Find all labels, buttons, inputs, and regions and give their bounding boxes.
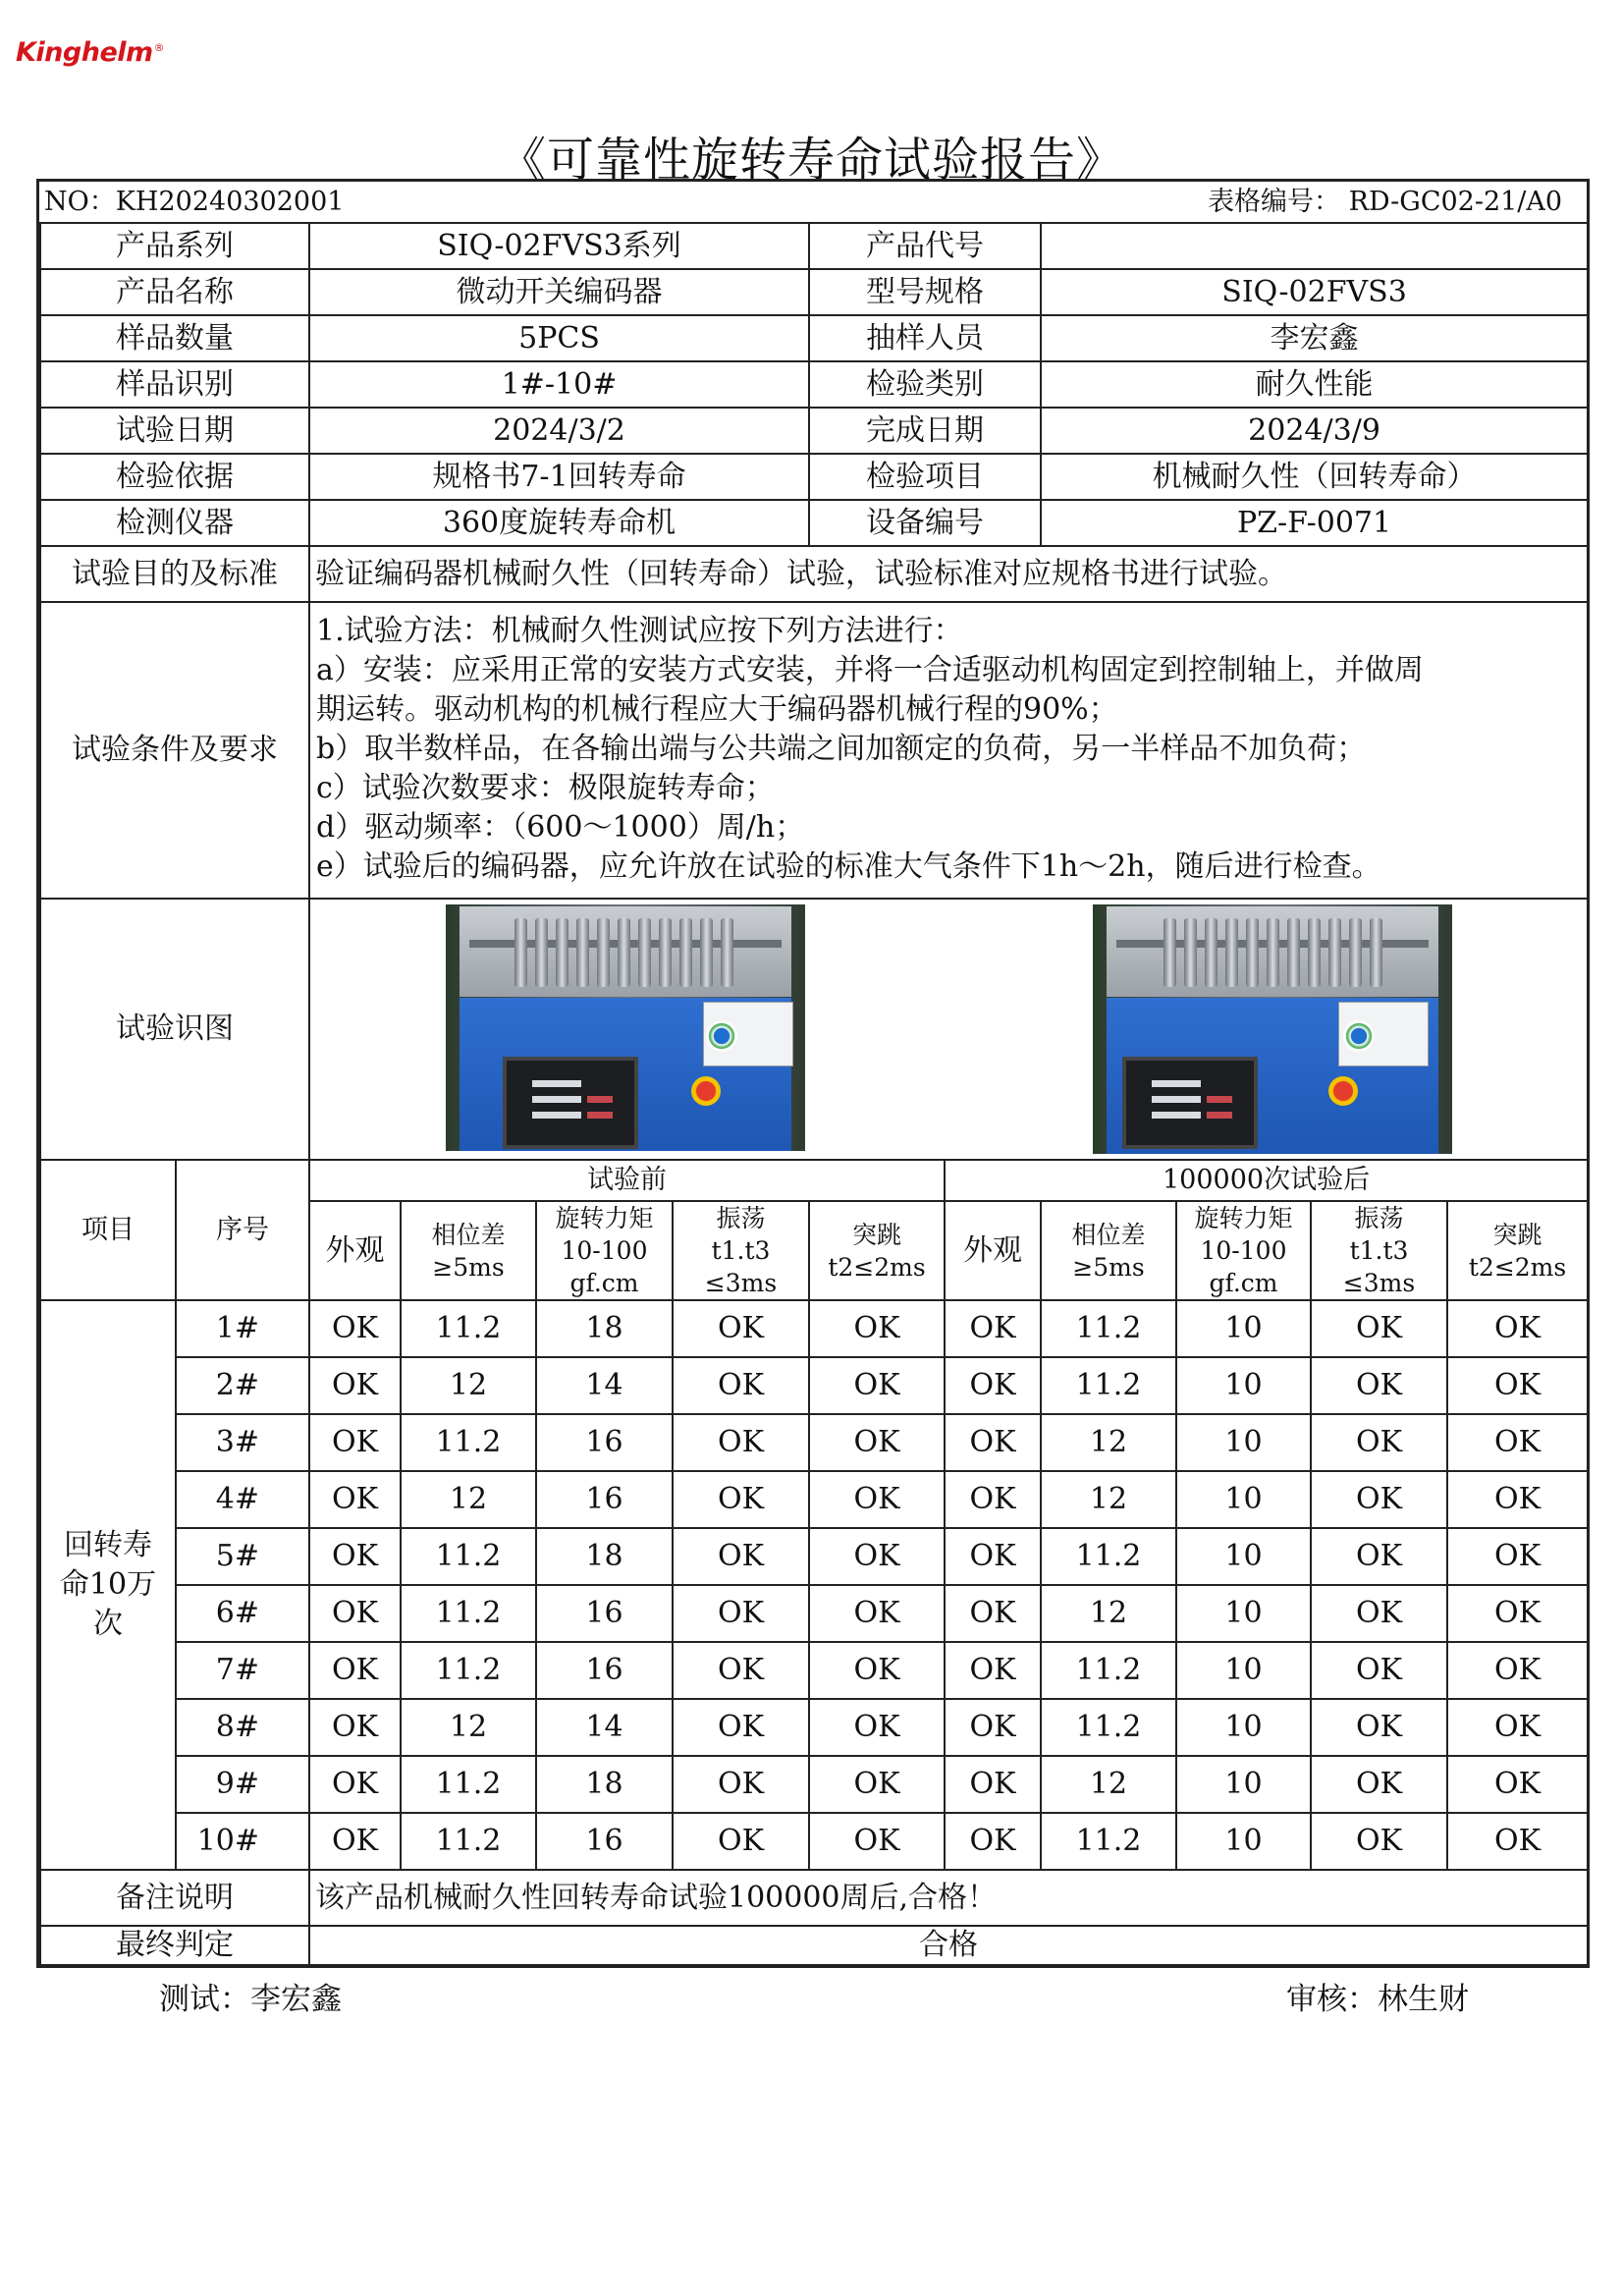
after-torque-cell: 10: [1176, 1642, 1311, 1699]
table-row: [40, 1756, 1588, 1813]
after-appearance-cell: OK: [945, 1813, 1041, 1870]
before-appearance-cell: OK: [309, 1585, 401, 1642]
col-header-seq: 序号: [176, 1160, 309, 1300]
after-torque-cell: 10: [1176, 1756, 1311, 1813]
after-oscillation-cell: OK: [1311, 1585, 1447, 1642]
verdict-text: 合格: [309, 1926, 1588, 1965]
purpose-row: [40, 546, 1588, 602]
after-appearance-cell: OK: [945, 1471, 1041, 1528]
purpose-label: 试验目的及标准: [40, 546, 309, 602]
after-oscillation-cell: OK: [1311, 1300, 1447, 1357]
before-phase-cell: 11.2: [401, 1300, 536, 1357]
after-phase-cell: 12: [1041, 1471, 1176, 1528]
images-label: 试验识图: [40, 899, 309, 1160]
info-label: 样品识别: [40, 361, 309, 408]
before-torque-cell: 14: [536, 1699, 673, 1756]
after-jump-cell: OK: [1447, 1357, 1588, 1414]
verdict-row: [40, 1926, 1588, 1965]
after-appearance-cell: OK: [945, 1414, 1041, 1471]
doc-number-row: [40, 182, 1588, 223]
info-row: [40, 315, 1588, 361]
table-row: [40, 1585, 1588, 1642]
after-appearance-cell: OK: [945, 1528, 1041, 1585]
after-torque-cell: 10: [1176, 1357, 1311, 1414]
test-label: 回转寿命10万次: [40, 1300, 176, 1870]
condition-line: c）试验次数要求：极限旋转寿命；: [316, 771, 775, 805]
row-seq: 4#: [176, 1471, 309, 1528]
after-phase-cell: 11.2: [1041, 1528, 1176, 1585]
info-value: 机械耐久性（回转寿命）: [1041, 454, 1588, 500]
before-phase-cell: 11.2: [401, 1813, 536, 1870]
info-label: 试验日期: [40, 408, 309, 454]
info-label: 型号规格: [809, 269, 1041, 315]
table-row: [40, 1300, 1588, 1357]
table-row: [40, 1528, 1588, 1585]
table-row: [40, 1471, 1588, 1528]
before-phase-cell: 11.2: [401, 1414, 536, 1471]
info-label: 样品数量: [40, 315, 309, 361]
after-torque-cell: 10: [1176, 1699, 1311, 1756]
test-machine-photo-before: [446, 904, 805, 1151]
before-torque-cell: 18: [536, 1528, 673, 1585]
before-oscillation-cell: OK: [673, 1813, 809, 1870]
before-jump-cell: OK: [809, 1756, 945, 1813]
before-appearance-cell: OK: [309, 1300, 401, 1357]
before-appearance-cell: OK: [309, 1414, 401, 1471]
conditions-text: [309, 602, 1588, 899]
after-jump-cell: OK: [1447, 1300, 1588, 1357]
form-number: 表格编号： RD-GC02-21/A0: [1208, 186, 1563, 217]
before-oscillation-cell: OK: [673, 1357, 809, 1414]
info-row: [40, 361, 1588, 408]
info-row: [40, 269, 1588, 315]
after-torque-cell: 10: [1176, 1414, 1311, 1471]
after-oscillation-cell: OK: [1311, 1756, 1447, 1813]
after-jump-cell: OK: [1447, 1699, 1588, 1756]
info-label: 产品系列: [40, 223, 309, 269]
after-appearance-cell: OK: [945, 1756, 1041, 1813]
table-header-group-row: [40, 1160, 1588, 1201]
after-torque-cell: 10: [1176, 1585, 1311, 1642]
info-value: SIQ-02FVS3系列: [309, 223, 809, 269]
before-torque-cell: 16: [536, 1813, 673, 1870]
after-jump-cell: OK: [1447, 1471, 1588, 1528]
test-machine-photo-after: [1093, 904, 1452, 1154]
after-phase-cell: 12: [1041, 1414, 1176, 1471]
info-label: 设备编号: [809, 500, 1041, 546]
after-oscillation-cell: OK: [1311, 1528, 1447, 1585]
before-jump-cell: OK: [809, 1699, 945, 1756]
report-title: 《可靠性旋转寿命试验报告》: [498, 133, 1124, 188]
before-torque-cell: 16: [536, 1471, 673, 1528]
before-oscillation-cell: OK: [673, 1756, 809, 1813]
before-phase-cell: 11.2: [401, 1642, 536, 1699]
info-value: 2024/3/2: [309, 408, 809, 454]
after-torque-cell: 10: [1176, 1300, 1311, 1357]
before-phase-cell: 11.2: [401, 1756, 536, 1813]
info-value: 2024/3/9: [1041, 408, 1588, 454]
info-value: [1041, 223, 1588, 269]
info-value: 5PCS: [309, 315, 809, 361]
condition-line: b）取半数样品，在各输出端与公共端之间加额定的负荷，另一半样品不加负荷；: [316, 732, 1367, 766]
info-label: 检验项目: [809, 454, 1041, 500]
info-label: 检验类别: [809, 361, 1041, 408]
after-jump-cell: OK: [1447, 1756, 1588, 1813]
before-oscillation-cell: OK: [673, 1414, 809, 1471]
condition-line: a）安装：应采用正常的安装方式安装，并将一合适驱动机构固定到控制轴上，并做周: [316, 653, 1424, 687]
report-table: [36, 179, 1590, 1968]
table-row: [40, 1642, 1588, 1699]
info-row: [40, 223, 1588, 269]
info-value: 360度旋转寿命机: [309, 500, 809, 546]
after-oscillation-cell: OK: [1311, 1642, 1447, 1699]
before-torque-cell: 16: [536, 1414, 673, 1471]
before-torque-cell: 16: [536, 1642, 673, 1699]
after-jump-cell: OK: [1447, 1528, 1588, 1585]
condition-line: e）试验后的编码器，应允许放在试验的标准大气条件下1h～2h，随后进行检查。: [316, 849, 1381, 884]
condition-line: 期运转。驱动机构的机械行程应大于编码器机械行程的90%；: [316, 692, 1118, 727]
row-seq: 6#: [176, 1585, 309, 1642]
before-phase-cell: 12: [401, 1699, 536, 1756]
before-appearance-cell: OK: [309, 1471, 401, 1528]
info-value: 规格书7-1回转寿命: [309, 454, 809, 500]
subheader-jump: 突跳 t2≤2ms: [1447, 1201, 1588, 1300]
remark-label: 备注说明: [40, 1870, 309, 1926]
row-seq: 5#: [176, 1528, 309, 1585]
before-oscillation-cell: OK: [673, 1699, 809, 1756]
subheader-phase: 相位差 ≥5ms: [401, 1201, 536, 1300]
after-jump-cell: OK: [1447, 1414, 1588, 1471]
before-torque-cell: 14: [536, 1357, 673, 1414]
subheader-torque: 旋转力矩 10-100 gf.cm: [536, 1201, 673, 1300]
before-oscillation-cell: OK: [673, 1300, 809, 1357]
before-oscillation-cell: OK: [673, 1528, 809, 1585]
after-torque-cell: 10: [1176, 1471, 1311, 1528]
before-appearance-cell: OK: [309, 1528, 401, 1585]
before-appearance-cell: OK: [309, 1813, 401, 1870]
subheader-oscillation: 振荡 t1.t3 ≤3ms: [1311, 1201, 1447, 1300]
before-jump-cell: OK: [809, 1813, 945, 1870]
info-value: 1#-10#: [309, 361, 809, 408]
after-phase-cell: 11.2: [1041, 1300, 1176, 1357]
remark-row: [40, 1870, 1588, 1926]
after-phase-cell: 11.2: [1041, 1642, 1176, 1699]
before-appearance-cell: OK: [309, 1357, 401, 1414]
info-label: 完成日期: [809, 408, 1041, 454]
info-label: 检测仪器: [40, 500, 309, 546]
before-appearance-cell: OK: [309, 1699, 401, 1756]
info-value: SIQ-02FVS3: [1041, 269, 1588, 315]
after-appearance-cell: OK: [945, 1300, 1041, 1357]
before-phase-cell: 11.2: [401, 1528, 536, 1585]
after-torque-cell: 10: [1176, 1528, 1311, 1585]
before-oscillation-cell: OK: [673, 1471, 809, 1528]
remark-text: 该产品机械耐久性回转寿命试验100000周后,合格！: [309, 1870, 1588, 1926]
kinghelm-logo: Kinghelm®: [16, 37, 165, 68]
subheader-oscillation: 振荡 t1.t3 ≤3ms: [673, 1201, 809, 1300]
after-jump-cell: OK: [1447, 1585, 1588, 1642]
row-seq: 8#: [176, 1699, 309, 1756]
doc-number: NO：KH20240302001: [44, 186, 345, 217]
table-row: [40, 1813, 1588, 1870]
after-torque-cell: 10: [1176, 1813, 1311, 1870]
after-appearance-cell: OK: [945, 1585, 1041, 1642]
col-header-item: 项目: [40, 1160, 176, 1300]
row-seq: 9#: [176, 1756, 309, 1813]
after-phase-cell: 11.2: [1041, 1357, 1176, 1414]
info-value: 李宏鑫: [1041, 315, 1588, 361]
before-oscillation-cell: OK: [673, 1585, 809, 1642]
after-appearance-cell: OK: [945, 1642, 1041, 1699]
before-torque-cell: 16: [536, 1585, 673, 1642]
after-phase-cell: 11.2: [1041, 1813, 1176, 1870]
after-appearance-cell: OK: [945, 1357, 1041, 1414]
info-label: 检验依据: [40, 454, 309, 500]
test-photos: [309, 899, 1588, 1160]
before-jump-cell: OK: [809, 1300, 945, 1357]
conditions-label: 试验条件及要求: [40, 602, 309, 899]
info-row: [40, 454, 1588, 500]
group-header-before: 试验前: [309, 1160, 945, 1201]
after-jump-cell: OK: [1447, 1642, 1588, 1699]
before-jump-cell: OK: [809, 1528, 945, 1585]
images-row: [40, 899, 1588, 1160]
row-seq: 1#: [176, 1300, 309, 1357]
after-oscillation-cell: OK: [1311, 1813, 1447, 1870]
after-oscillation-cell: OK: [1311, 1471, 1447, 1528]
before-torque-cell: 18: [536, 1300, 673, 1357]
row-seq: 3#: [176, 1414, 309, 1471]
after-oscillation-cell: OK: [1311, 1357, 1447, 1414]
info-value: PZ-F-0071: [1041, 500, 1588, 546]
after-oscillation-cell: OK: [1311, 1414, 1447, 1471]
before-jump-cell: OK: [809, 1357, 945, 1414]
verdict-label: 最终判定: [40, 1926, 309, 1965]
subheader-phase: 相位差 ≥5ms: [1041, 1201, 1176, 1300]
after-jump-cell: OK: [1447, 1813, 1588, 1870]
info-label: 抽样人员: [809, 315, 1041, 361]
after-appearance-cell: OK: [945, 1699, 1041, 1756]
subheader-jump: 突跳 t2≤2ms: [809, 1201, 945, 1300]
info-label: 产品代号: [809, 223, 1041, 269]
after-phase-cell: 12: [1041, 1585, 1176, 1642]
group-header-after: 100000次试验后: [945, 1160, 1588, 1201]
before-jump-cell: OK: [809, 1642, 945, 1699]
before-phase-cell: 12: [401, 1471, 536, 1528]
table-row: [40, 1414, 1588, 1471]
before-jump-cell: OK: [809, 1414, 945, 1471]
condition-line: 1.试验方法：机械耐久性测试应按下列方法进行：: [316, 614, 963, 648]
row-seq: 7#: [176, 1642, 309, 1699]
after-phase-cell: 11.2: [1041, 1699, 1176, 1756]
row-seq: 10#: [176, 1813, 309, 1870]
row-seq: 2#: [176, 1357, 309, 1414]
info-row: [40, 500, 1588, 546]
reviewer-signature: 审核：林生财: [1286, 1982, 1469, 2017]
before-phase-cell: 11.2: [401, 1585, 536, 1642]
after-phase-cell: 12: [1041, 1756, 1176, 1813]
after-oscillation-cell: OK: [1311, 1699, 1447, 1756]
info-value: 耐久性能: [1041, 361, 1588, 408]
condition-line: d）驱动频率：（600～1000）周/h；: [316, 810, 805, 845]
purpose-text: 验证编码器机械耐久性（回转寿命）试验，试验标准对应规格书进行试验。: [309, 546, 1588, 602]
table-row: [40, 1357, 1588, 1414]
before-phase-cell: 12: [401, 1357, 536, 1414]
before-torque-cell: 18: [536, 1756, 673, 1813]
before-appearance-cell: OK: [309, 1756, 401, 1813]
conditions-row: [40, 602, 1588, 899]
subheader-appearance: 外观: [309, 1201, 401, 1300]
subheader-appearance: 外观: [945, 1201, 1041, 1300]
subheader-torque: 旋转力矩 10-100 gf.cm: [1176, 1201, 1311, 1300]
info-value: 微动开关编码器: [309, 269, 809, 315]
before-jump-cell: OK: [809, 1585, 945, 1642]
before-jump-cell: OK: [809, 1471, 945, 1528]
info-row: [40, 408, 1588, 454]
table-row: [40, 1699, 1588, 1756]
info-label: 产品名称: [40, 269, 309, 315]
tester-signature: 测试：李宏鑫: [159, 1982, 342, 2017]
before-appearance-cell: OK: [309, 1642, 401, 1699]
before-oscillation-cell: OK: [673, 1642, 809, 1699]
